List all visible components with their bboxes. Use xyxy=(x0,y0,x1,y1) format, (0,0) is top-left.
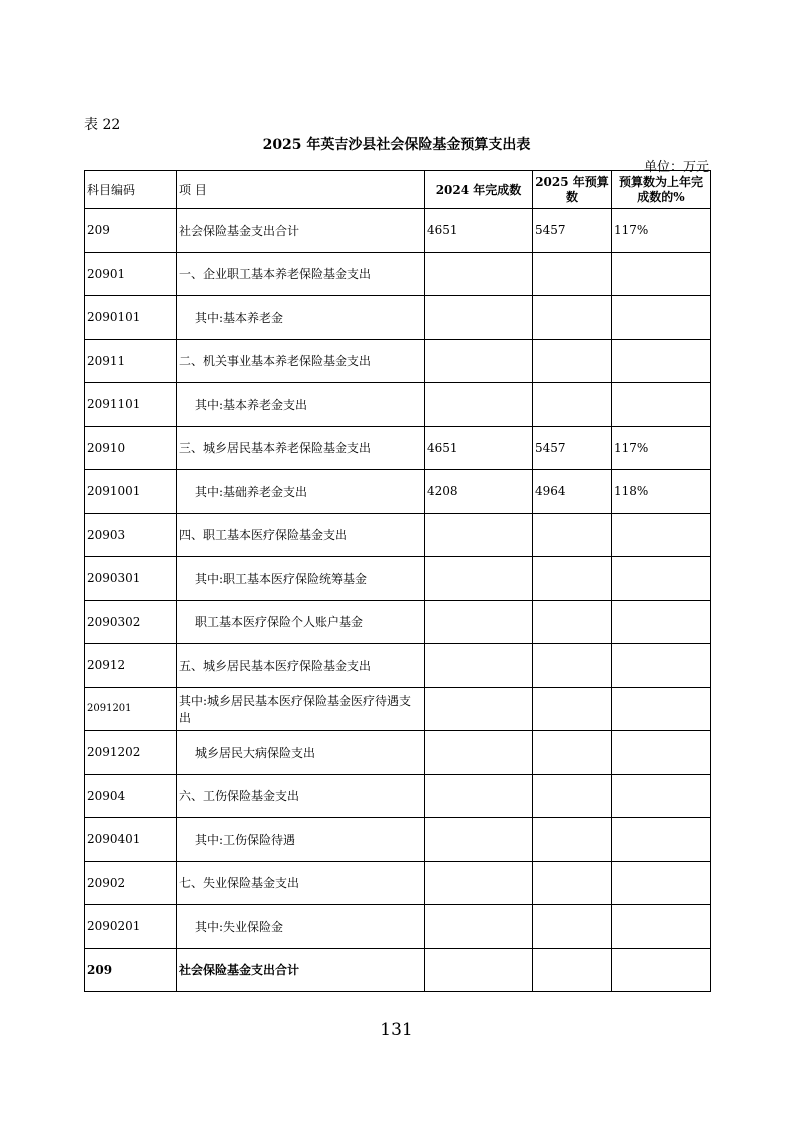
budget-2025-cell xyxy=(533,818,612,862)
budget-2025-cell xyxy=(533,600,612,644)
table-row xyxy=(85,731,711,775)
code-cell: 20911 xyxy=(85,339,177,383)
budget-2025-cell: 4964 xyxy=(533,470,612,514)
completed-2024-cell xyxy=(425,339,533,383)
page-title: 2025 年英吉沙县社会保险基金预算支出表 xyxy=(262,137,531,153)
item-cell: 二、机关事业基本养老保险基金支出 xyxy=(177,339,425,383)
item-text: 其中:工伤保险待遇 xyxy=(195,832,296,847)
budget-2025-cell xyxy=(533,687,612,731)
code-cell: 2091201 xyxy=(85,687,177,731)
completed-2024-cell xyxy=(425,296,533,340)
code-cell: 2090401 xyxy=(85,818,177,862)
item-text: 其中:职工基本医疗保险统筹基金 xyxy=(195,571,368,586)
table-row xyxy=(85,383,711,427)
code-cell: 209 xyxy=(85,209,177,253)
ratio-cell xyxy=(612,383,711,427)
item-cell: 四、职工基本医疗保险基金支出 xyxy=(177,513,425,557)
ratio-cell xyxy=(612,339,711,383)
completed-2024-cell xyxy=(425,513,533,557)
item-text: 其中:基本养老金 xyxy=(195,310,284,325)
table-row xyxy=(85,339,711,383)
completed-2024-cell xyxy=(425,818,533,862)
item-cell: 社会保险基金支出合计 xyxy=(177,209,425,253)
budget-2025-cell: 5457 xyxy=(533,209,612,253)
item-cell: 三、城乡居民基本养老保险基金支出 xyxy=(177,426,425,470)
item-cell xyxy=(177,731,425,775)
code-cell: 20901 xyxy=(85,252,177,296)
ratio-cell xyxy=(612,644,711,688)
ratio-cell: 118% xyxy=(612,470,711,514)
item-text: 其中:失业保险金 xyxy=(195,919,284,934)
budget-2025-cell xyxy=(533,731,612,775)
ratio-cell: 117% xyxy=(612,426,711,470)
table-row xyxy=(85,905,711,949)
code-cell: 20904 xyxy=(85,774,177,818)
code-cell: 20903 xyxy=(85,513,177,557)
code-cell: 20912 xyxy=(85,644,177,688)
code-cell: 20910 xyxy=(85,426,177,470)
budget-2025-cell xyxy=(533,948,612,992)
table-row xyxy=(85,252,711,296)
budget-2025-cell xyxy=(533,644,612,688)
ratio-cell xyxy=(612,861,711,905)
table-row xyxy=(85,687,711,731)
budget-2025-cell xyxy=(533,339,612,383)
ratio-cell xyxy=(612,687,711,731)
table-row xyxy=(85,513,711,557)
item-text: 其中:基本养老金支出 xyxy=(195,397,308,412)
item-cell xyxy=(177,905,425,949)
item-cell: 六、工伤保险基金支出 xyxy=(177,774,425,818)
budget-2025-cell: 5457 xyxy=(533,426,612,470)
completed-2024-cell xyxy=(425,731,533,775)
header-budget-2025: 2025 年预算数 xyxy=(533,171,612,209)
budget-2025-cell xyxy=(533,557,612,601)
item-cell xyxy=(177,383,425,427)
item-cell: 其中:城乡居民基本医疗保险基金医疗待遇支出 xyxy=(177,687,425,731)
ratio-cell xyxy=(612,600,711,644)
table-row xyxy=(85,644,711,688)
code-cell: 2090101 xyxy=(85,296,177,340)
code-cell: 2091001 xyxy=(85,470,177,514)
completed-2024-cell xyxy=(425,774,533,818)
table-row xyxy=(85,296,711,340)
completed-2024-cell: 4651 xyxy=(425,426,533,470)
ratio-cell xyxy=(612,948,711,992)
code-cell: 2091202 xyxy=(85,731,177,775)
table-row xyxy=(85,818,711,862)
completed-2024-cell xyxy=(425,687,533,731)
ratio-cell: 117% xyxy=(612,209,711,253)
page-number: 131 xyxy=(380,1020,413,1040)
ratio-cell xyxy=(612,731,711,775)
table-row xyxy=(85,426,711,470)
ratio-cell xyxy=(612,296,711,340)
completed-2024-cell: 4208 xyxy=(425,470,533,514)
completed-2024-cell xyxy=(425,600,533,644)
header-item: 项 目 xyxy=(177,171,425,209)
ratio-cell xyxy=(612,557,711,601)
unit-label: 单位：万元 xyxy=(643,160,709,175)
item-cell: 一、企业职工基本养老保险基金支出 xyxy=(177,252,425,296)
item-text: 城乡居民大病保险支出 xyxy=(195,745,316,760)
completed-2024-cell xyxy=(425,252,533,296)
completed-2024-cell xyxy=(425,383,533,427)
budget-2025-cell xyxy=(533,252,612,296)
header-code: 科目编码 xyxy=(85,171,177,209)
budget-2025-cell xyxy=(533,774,612,818)
completed-2024-cell xyxy=(425,948,533,992)
ratio-cell xyxy=(612,252,711,296)
ratio-cell xyxy=(612,905,711,949)
code-cell: 2091101 xyxy=(85,383,177,427)
ratio-cell xyxy=(612,818,711,862)
budget-2025-cell xyxy=(533,905,612,949)
item-cell: 社会保险基金支出合计 xyxy=(177,948,425,992)
table-label: 表 22 xyxy=(84,117,121,133)
table-row xyxy=(85,470,711,514)
completed-2024-cell xyxy=(425,644,533,688)
ratio-cell xyxy=(612,774,711,818)
completed-2024-cell xyxy=(425,861,533,905)
table-row xyxy=(85,209,711,253)
budget-2025-cell xyxy=(533,383,612,427)
item-cell: 五、城乡居民基本医疗保险基金支出 xyxy=(177,644,425,688)
item-cell xyxy=(177,818,425,862)
budget-2025-cell xyxy=(533,861,612,905)
code-cell: 2090201 xyxy=(85,905,177,949)
table-row xyxy=(85,861,711,905)
item-cell xyxy=(177,470,425,514)
completed-2024-cell: 4651 xyxy=(425,209,533,253)
ratio-cell xyxy=(612,513,711,557)
budget-2025-cell xyxy=(533,513,612,557)
budget-table xyxy=(84,170,711,992)
budget-2025-cell xyxy=(533,296,612,340)
total-row xyxy=(85,948,711,992)
table-row xyxy=(85,774,711,818)
table-row xyxy=(85,600,711,644)
header-row xyxy=(85,171,711,209)
item-text: 其中:基础养老金支出 xyxy=(195,484,308,499)
item-cell xyxy=(177,600,425,644)
item-cell xyxy=(177,557,425,601)
code-cell: 20902 xyxy=(85,861,177,905)
item-text: 职工基本医疗保险个人账户基金 xyxy=(195,615,364,630)
completed-2024-cell xyxy=(425,557,533,601)
header-ratio: 预算数为上年完成数的% xyxy=(612,171,711,209)
table-row xyxy=(85,557,711,601)
item-cell: 七、失业保险基金支出 xyxy=(177,861,425,905)
code-cell: 2090301 xyxy=(85,557,177,601)
header-completed-2024: 2024 年完成数 xyxy=(425,171,533,209)
item-cell xyxy=(177,296,425,340)
code-cell: 2090302 xyxy=(85,600,177,644)
completed-2024-cell xyxy=(425,905,533,949)
code-cell: 209 xyxy=(85,948,177,992)
